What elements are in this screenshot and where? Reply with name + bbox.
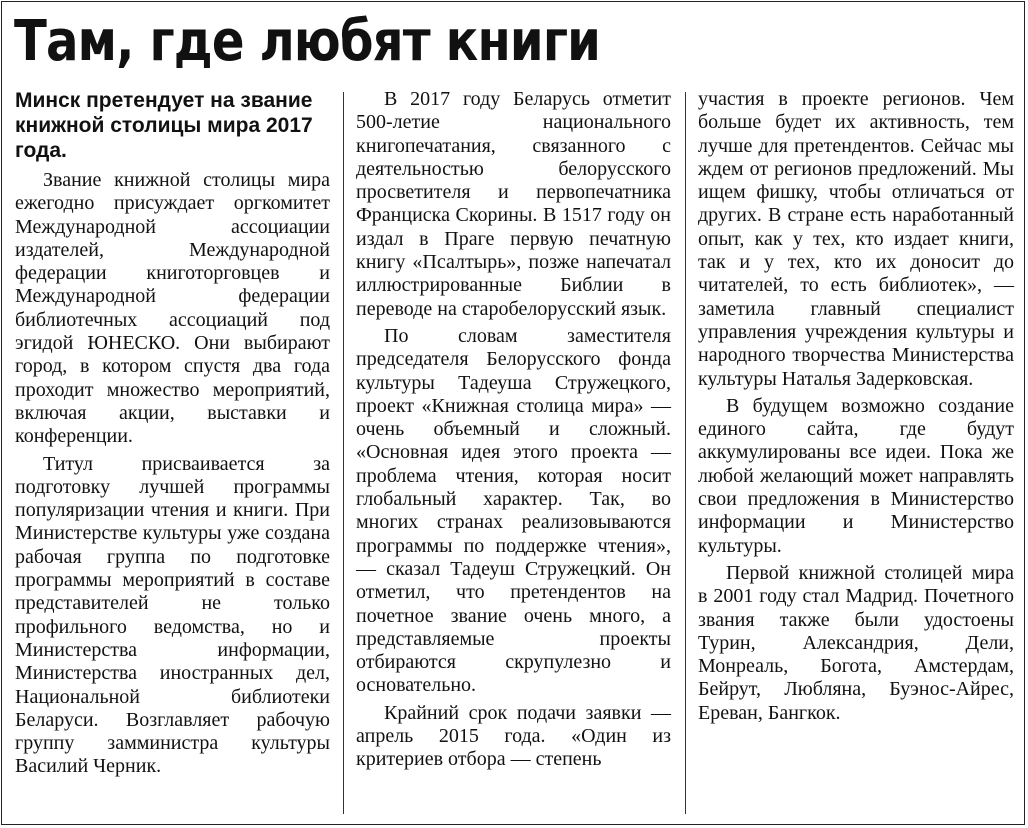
body-paragraph: Звание книжной столицы мира ежегодно присуждает оргкомитет Международной ассоциации издателей, Международной федерации книготорговцев и Международной федерации библиотечных ассоциаций под эгидой ЮНЕСКО. Они выбирают город, в котором спустя два года проходит множество мероприятий, включая акции, выставки и конференции. xyxy=(15,169,330,448)
column-2 xyxy=(356,88,671,776)
body-paragraph: По словам заместителя председателя Белорусского фонда культуры Тадеуша Стружецкого, проект «Книжная столица мира» — очень объемный и сложный. «Основная идея этого проекта — проблема чтения, которая носит глобальный характер. Так, во многих странах реализовываются программы по поддержке чтения», — сказал Тадеуш Стружецкий. Он отметил, что претендентов на почетное звание очень много, а представляемые проекты отбираются скрупулезно и основательно. xyxy=(356,324,671,697)
column-divider xyxy=(343,92,344,814)
body-paragraph: В 2017 году Беларусь отметит 500-летие национального книгопечатания, связанного с деятельностью белорусского просветителя и первопечатника Франциска Скорины. В 1517 году он издал в Праге первую печатную книгу «Псалтырь», позже напечатал иллюстрированные Библии в переводе на старобелорусский язык. xyxy=(356,88,671,320)
column-1 xyxy=(15,88,330,783)
body-paragraph: Первой книжной столицей мира в 2001 году стал Мадрид. Почетного звания также были удостоены Турин, Александрия, Дели, Монреаль, Богота, Амстердам, Бейрут, Любляна, Буэнос-Айрес, Ереван, Бангкок. xyxy=(698,561,1014,724)
body-paragraph: Крайний срок подачи заявки — апрель 2015 года. «Один из критериев отбора — степень xyxy=(356,701,671,771)
headline: Там, где любят книги xyxy=(14,9,601,74)
column-3 xyxy=(698,88,1014,729)
body-paragraph-continued: участия в проекте регионов. Чем больше будет их активность, тем лучше для претендентов. Сейчас мы ждем от регионов предложений. Мы ищем фишку, чтобы отличаться от других. В стране есть наработанный опыт, как у тех, кто издает книги, так и у тех, кто их доносит до читателей, то есть библиотек», — заметила главный специалист управления учреждения культуры и народного творчества Министерства культуры Наталья Задерковская. xyxy=(698,88,1014,390)
column-divider xyxy=(685,92,686,814)
body-paragraph: В будущем возможно создание единого сайта, где будут аккумулированы все идеи. Пока же любой желающий может направлять свои предложения в Министерство информации и Министерство культуры. xyxy=(698,394,1014,557)
body-paragraph: Титул присваивается за подготовку лучшей программы популяризации чтения и книги. При Министерстве культуры уже создана рабочая группа по подготовке программы мероприятий в составе представителей не только профильного ведомства, но и Министерства информации, Министерства иностранных дел, Национальной библиотеки Беларуси. Возглавляет рабочую группу замминистра культуры Василий Черник. xyxy=(15,452,330,778)
lead-paragraph: Минск претендует на звание книжной столицы мира 2017 года. xyxy=(15,89,313,162)
